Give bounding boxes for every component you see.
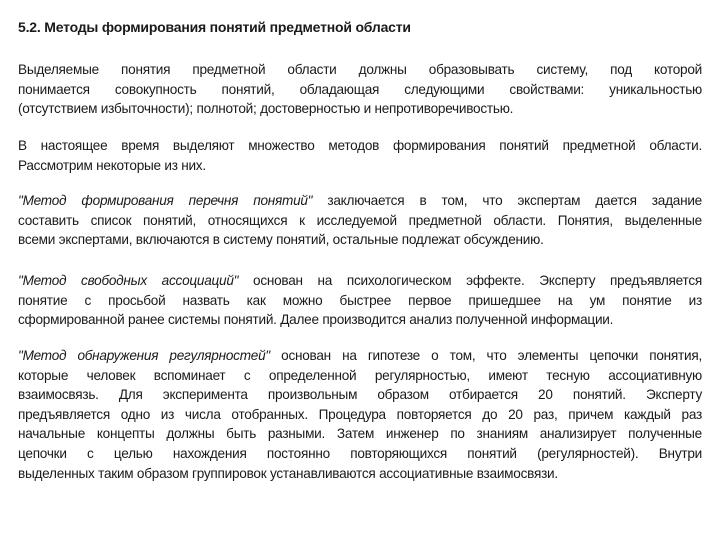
text-line: всеми экспертами, включаются в систему понятий, остальные подлежат обсуждению. <box>18 232 544 248</box>
text-fragment: заключается в том, что экспертам дается задание <box>312 193 702 208</box>
text-fragment: основан на психологическом эффекте. Эксперту предъявляется <box>238 273 702 288</box>
text-line: В настоящее время выделяют множество методов формирования понятий предметной области. <box>18 138 702 153</box>
text-line: предъявляется одно из числа отобранных. Процедура повторяется до 20 раз, причем каждый раз <box>18 406 702 422</box>
text-line: понимается совокупность понятий, обладающая следующими свойствами: уникальностью <box>18 81 702 97</box>
text-line: цепочки с целью нахождения постоянно повторяющихся понятий (регулярностей). Внутри <box>18 445 702 461</box>
paragraph-methods-intro <box>18 136 702 175</box>
text-line: взаимосвязь. Для эксперимента произвольным образом отбирается 20 понятий. Эксперту <box>18 387 702 403</box>
text-line: выделенных таким образом группировок устанавливаются ассоциативные взаимосвязи. <box>18 465 558 481</box>
text-line: (отсутствием избыточности); полнотой; достоверностью и непротиворечивостью. <box>18 101 514 117</box>
text-line: Рассмотрим некоторые из них. <box>18 157 206 173</box>
text-line <box>18 271 702 291</box>
text-line <box>18 346 702 366</box>
paragraph-method-associations <box>18 271 702 330</box>
text-line <box>18 191 702 211</box>
method-name: "Метод формирования перечня понятий" <box>18 193 313 208</box>
paragraph-method-list <box>18 191 702 250</box>
text-line: которые человек вспоминает с определенной регулярностью, имеют тесную ассоциативную <box>18 367 702 383</box>
text-line: понятие с просьбой назвать как можно быстрее первое пришедшее на ум понятие из <box>18 292 702 308</box>
method-name: "Метод обнаружения регулярностей" <box>18 348 270 363</box>
text-line: Выделяемые понятия предметной области должны образовывать систему, под которой <box>18 62 702 77</box>
text-line: сформированной ранее системы понятий. Далее производится анализ полученной информации. <box>18 312 614 328</box>
text-fragment: основан на гипотезе о том, что элементы цепочки понятия, <box>269 348 702 363</box>
text-line: начальные концепты должны быть разными. Затем инженер по знаниям анализирует полученные <box>18 426 702 442</box>
paragraph-method-regularities <box>18 346 702 483</box>
text-line: составить список понятий, относящихся к исследуемой предметной области. Понятия, выделенные <box>18 212 702 228</box>
method-name: "Метод свободных ассоциаций" <box>18 273 239 288</box>
section-title: 5.2. Методы формирования понятий предметной области <box>18 19 411 35</box>
paragraph-concepts-system <box>18 60 702 119</box>
